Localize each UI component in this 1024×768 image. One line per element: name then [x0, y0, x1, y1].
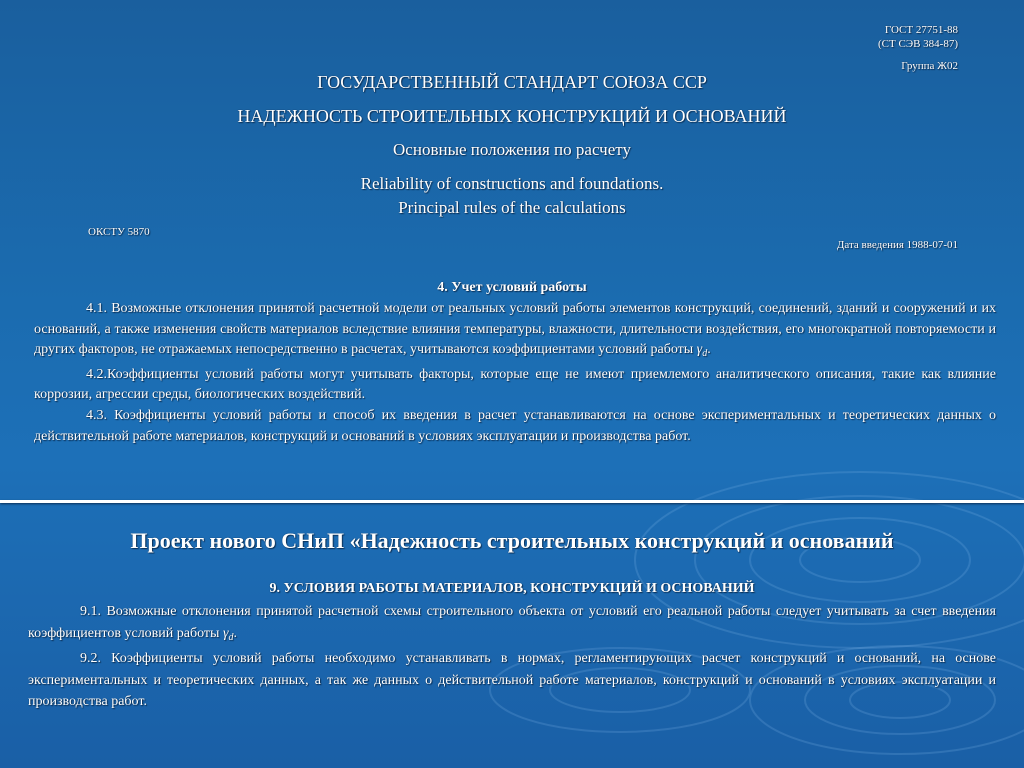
section2-paragraph-9-1: 9.1. Возможные отклонения принятой расчетной схемы строительного объекта от условий его реальной работы следует учитывать за счет введения коэффициентов условий работы $\gamma_d$.: [28, 604, 996, 643]
group-code: Группа Ж02: [901, 60, 958, 72]
okstu-code: ОКСТУ 5870: [88, 226, 150, 238]
state-standard-title: ГОСУДАРСТВЕННЫЙ СТАНДАРТ СОЮЗА ССР: [317, 72, 707, 92]
section2-body: [28, 601, 996, 713]
english-title-line2: Principal rules of the calculations: [398, 198, 626, 217]
section1-paragraph-4-3: 4.3. Коэффициенты условий работы и способ их введения в расчет устанавливаются на основе экспериментальных и теоретических данных о действительной работе материалов, конструкций и оснований в условиях эксплуатации и производства работ.: [34, 407, 996, 444]
gamma-symbol: γ: [696, 342, 703, 358]
section-divider: [0, 500, 1024, 503]
section2-paragraph-9-2: 9.2. Коэффициенты условий работы необходимо устанавливать в нормах, регламентирующих расчет конструкций и оснований, на основе экспериментальных и теоретических данных, а так же данных о действительной работе материалов, конструкций и оснований в условиях эксплуатации и производства работ.: [28, 651, 996, 709]
section1-paragraph-4-1: 4.1. Возможные отклонения принятой расчетной модели от реальных условий работы элементов конструкций, соединений, зданий и сооружений и их оснований, а также изменения свойств материалов вследствие влияния температуры, влажности, длительности воздействия, его многократной повторяемости и других факторов, не отражаемых непосредственно в расчетах, учитываются коэффициентами условий работы $\gamma_d$.: [34, 301, 996, 360]
project-title: Проект нового СНиП «Надежность строительных конструкций и оснований: [130, 528, 894, 553]
english-title: [0, 172, 1024, 220]
gost-number: ГОСТ 27751-88: [884, 24, 958, 36]
standard-main-title: НАДЕЖНОСТЬ СТРОИТЕЛЬНЫХ КОНСТРУКЦИЙ И ОСНОВАНИЙ: [237, 106, 787, 126]
standard-subtitle: Основные положения по расчету: [393, 140, 631, 159]
st-sev-number: (СТ СЭВ 384-87): [878, 38, 958, 50]
section1-paragraph-4-2: 4.2.Коэффициенты условий работы могут учитывать факторы, которые еще не имеют приемлемого аналитического описания, такие как влияние коррозии, агрессии среды, биологических воздействий.: [34, 366, 996, 403]
gost-code-block: [758, 23, 958, 51]
english-title-line1: Reliability of constructions and foundations.: [360, 174, 664, 193]
gamma-subscript: d: [228, 631, 234, 643]
gamma-subscript: d: [702, 348, 708, 360]
section1-body: [34, 299, 996, 447]
section2-heading: 9. УСЛОВИЯ РАБОТЫ МАТЕРИАЛОВ, КОНСТРУКЦИЙ И ОСНОВАНИЙ: [269, 581, 755, 596]
introduction-date: Дата введения 1988-07-01: [836, 239, 958, 251]
gamma-symbol: γ: [222, 625, 229, 641]
section1-heading: 4. Учет условий работы: [437, 280, 587, 295]
